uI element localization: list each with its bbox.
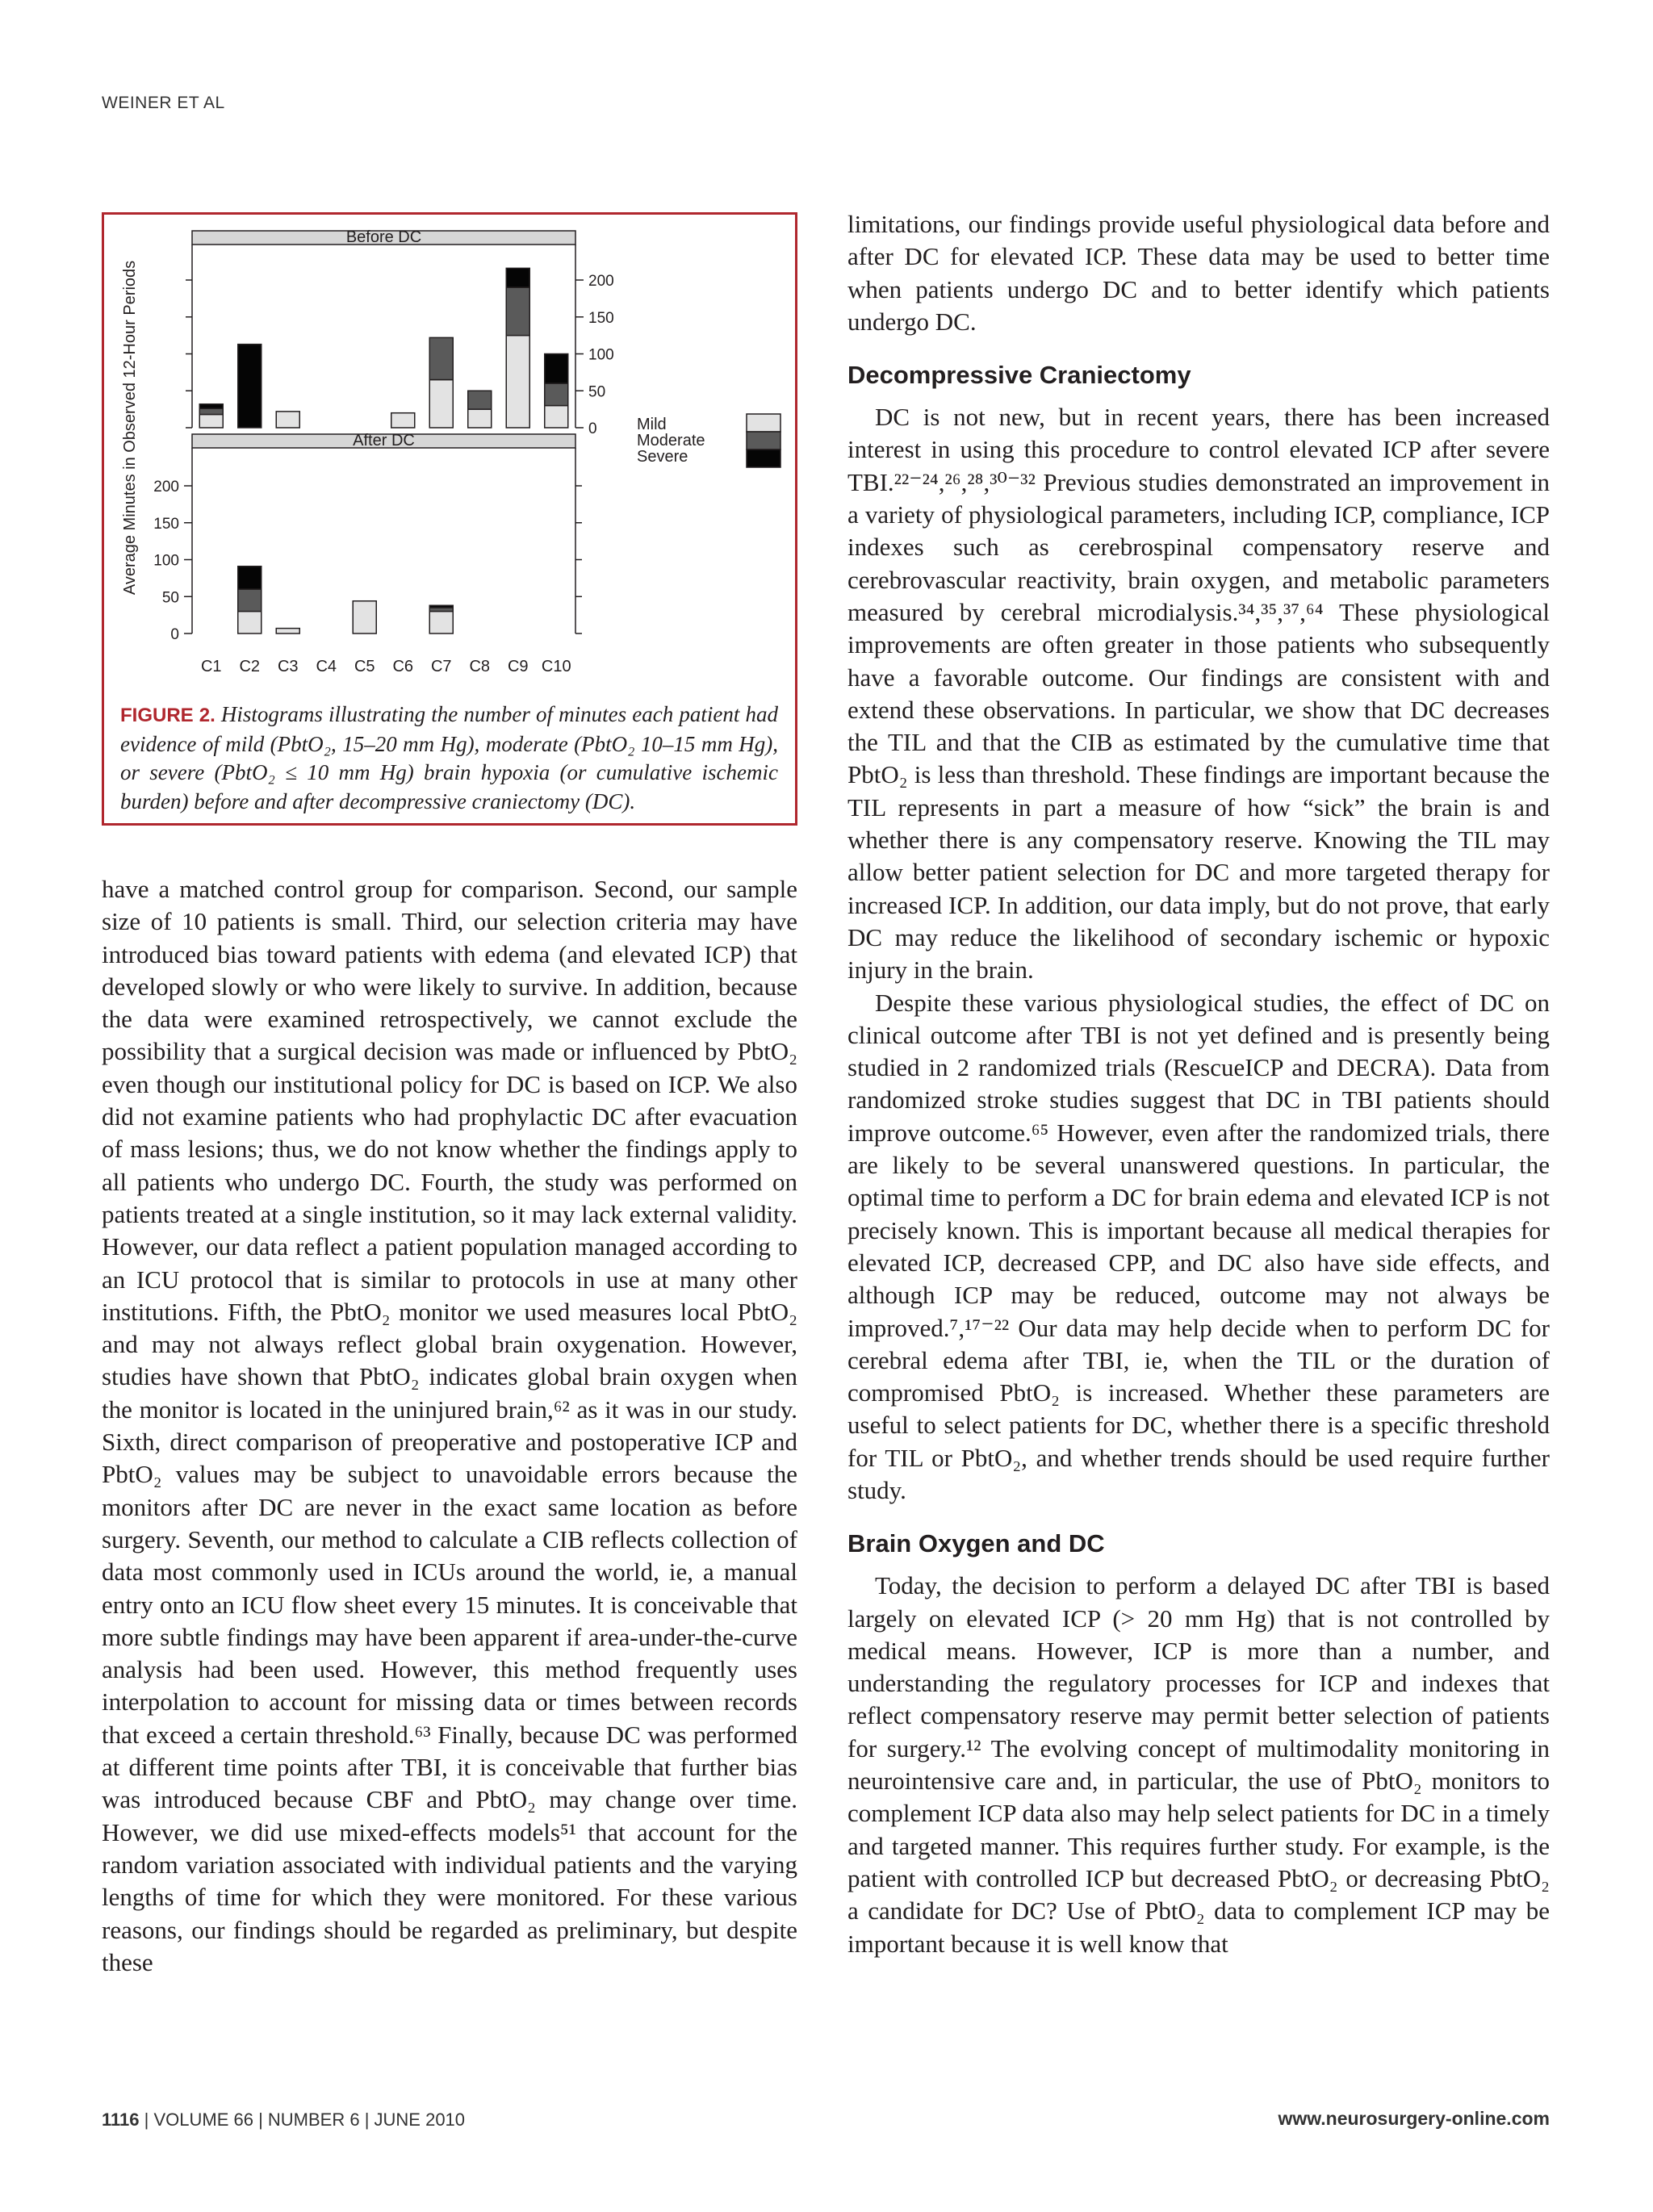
- bar-severe-c7: [429, 605, 453, 608]
- y-tick-label: 50: [161, 589, 179, 607]
- y-tick-label: 200: [588, 273, 614, 290]
- issue-info: | VOLUME 66 | NUMBER 6 | JUNE 2010: [144, 2110, 466, 2130]
- right-column: [847, 208, 1550, 1960]
- y-tick-label: 200: [153, 479, 179, 496]
- bar-mild-c5: [353, 601, 376, 633]
- figure-caption: [120, 700, 778, 816]
- bar-mild-c10: [545, 406, 568, 428]
- section-heading-brain-oxygen: Brain Oxygen and DC: [847, 1529, 1105, 1558]
- running-head: WEINER ET AL: [102, 94, 225, 112]
- body-paragraph: Despite these various physiological studies, the effect of DC on clinical outcome after TBI is not yet defined and is presently being studied in 2 randomized trials (RescueICP and DECRA). Data from randomized stroke studies suggest that DC in TBI patients should improve outcome.⁶⁵ However, even after the randomized trials, there are likely to be several unanswered questions. In particular, the optimal time to perform a DC for brain edema and elevated ICP is not precisely known. This is important because all medical therapies for elevated ICP, decreased CPP, and DC also have side effects, and although ICP may be reduced, outcome may not always be improved.⁷,¹⁷⁻²² Our data may help decide when to perform DC for cerebral edema after TBI, ie, when the TIL or the duration of compromised PbtO₂ is increased. Whether these parameters are useful to select patients for DC, whether there is a specific threshold for TIL or PbtO₂, and whether trends should be used require further study.: [847, 988, 1550, 1504]
- y-axis-label: Average Minutes in Observed 12-Hour Periods: [121, 260, 139, 596]
- bar-moderate-c8: [468, 391, 492, 409]
- x-tick-label: C1: [200, 658, 222, 675]
- x-tick-label: C8: [469, 658, 491, 675]
- x-tick-label: C5: [354, 658, 375, 675]
- bar-severe-c2: [238, 567, 262, 589]
- journal-url: www.neurosurgery-online.com: [1278, 2108, 1550, 2129]
- bar-severe-c2: [238, 345, 262, 428]
- stacked-histogram: [104, 215, 795, 699]
- bar-mild-c2: [238, 612, 262, 633]
- legend-swatch-mild: [747, 414, 780, 432]
- y-tick-label: 150: [588, 309, 614, 327]
- left-column: [102, 873, 797, 1979]
- body-paragraph: Today, the decision to perform a delayed DC after TBI is based largely on elevated ICP (> 20 mm Hg) that is not controlled by medical means. However, ICP is more than a number, and understanding the regulatory processes for ICP and indexes that reflect compensatory reserve may permit better selection of patients for surgery.¹² The evolving concept of multimodality monitoring in neurointensive care and, in particular, the use of PbtO₂ monitors to complement ICP data also may help select patients for DC in a timely and targeted manner. This requires further study. For example, is the patient with controlled ICP but decreased PbtO₂ or decreasing PbtO₂ a candidate for DC? Use of PbtO₂ data to complement ICP may be important because it is well know that: [847, 1571, 1550, 1958]
- x-tick-label: C7: [430, 658, 452, 675]
- y-tick-label: 50: [588, 383, 606, 401]
- legend-label: Moderate: [637, 432, 705, 450]
- bar-severe-c1: [199, 404, 223, 408]
- body-paragraph: DC is not new, but in recent years, there has been increased interest in using this procedure to control elevated ICP after severe TBI.²²⁻²⁴,²⁶,²⁸,³⁰⁻³² Previous studies demonstrated an improvement in a variety of physiological parameters, including ICP, compliance, ICP indexes such as cerebrospinal compensatory reserve and cerebrovascular reactivity, brain oxygen, and metabolic parameters measured by cerebral microdialysis.³⁴,³⁵,³⁷,⁶⁴ These physiological improvements are often greater in those patients who subsequently have a favorable outcome. Our findings are consistent with and extend these observations. In particular, we show that DC decreases the TIL and that the CIB as estimated by the cumulative time that PbtO₂ is less than threshold. These findings are important because the TIL represents in part a measure of how “sick” the brain is and whether there is any compensatory reserve. Knowing the TIL may allow better patient selection for DC and more targeted therapy for increased ICP. In addition, our data imply, but do not prove, that early DC may reduce the likelihood of secondary ischemic or hypoxic injury in the brain.: [847, 403, 1550, 985]
- legend-label: Severe: [637, 448, 688, 466]
- section-heading-decompressive-craniectomy: Decompressive Craniectomy: [847, 361, 1191, 390]
- bar-moderate-c7: [429, 337, 453, 379]
- legend-label: Mild: [637, 416, 667, 433]
- x-tick-label: C9: [507, 658, 529, 675]
- x-tick-label: C3: [277, 658, 299, 675]
- body-paragraph: limitations, our findings provide useful physiological data before and after DC for elevated ICP. These data may be used to better time when patients undergo DC and to better identify which patients undergo DC.: [847, 210, 1550, 336]
- figure-caption-text: Histograms illustrating the number of minutes each patient had evidence of mild (PbtO₂, 15–20 mm Hg), moderate (PbtO₂ 10–15 mm Hg), or severe (PbtO₂ ≤ 10 mm Hg) brain hypoxia (or cumulative ischemic burden) before and after decompressive craniectomy (DC).: [120, 702, 778, 813]
- bar-moderate-c1: [199, 408, 223, 414]
- bar-severe-c10: [545, 354, 568, 384]
- footer-issue: [102, 2110, 465, 2130]
- body-paragraph: have a matched control group for comparison. Second, our sample size of 10 patients is small. Third, our selection criteria may have introduced bias toward patients with edema (and elevated ICP) that developed slowly or who were likely to survive. In addition, because the data were examined retrospectively, we cannot exclude the possibility that a surgical decision was made or influenced by PbtO₂ even though our institutional policy for DC is based on ICP. We also did not examine patients who had prophylactic DC after evacuation of mass lesions; thus, we do not know whether the findings apply to all patients who undergo DC. Fourth, the study was performed on patients treated at a single institution, so it may lack external validity. However, our data reflect a patient population managed according to an ICU protocol that is similar to protocols in use at many other institutions. Fifth, the PbtO₂ monitor we used measures local PbtO₂ and may not always reflect global brain oxygenation. However, studies have shown that PbtO₂ indicates global brain oxygen when the monitor is located in the uninjured brain,⁶² as it was in our study. Sixth, direct comparison of preoperative and postoperative ICP and PbtO₂ values may be subject to unavoidable errors because the monitors after DC are never in the exact same location as before surgery. Seventh, our method to calculate a CIB reflects collection of data most commonly used in ICUs around the world, ie, a manual entry onto an ICU flow sheet every 15 minutes. It is conceivable that more subtle findings may have been apparent if area-under-the-curve analysis had been used. However, this method frequently uses interpolation to account for missing data or times between records that exceed a certain threshold.⁶³ Finally, because DC was performed at different time points after TBI, it is conceivable that further bias was introduced because CBF and PbtO₂ may change over time. However, we did use mixed-effects models⁵¹ that account for the random variation associated with individual patients and the varying lengths of time for which they were monitored. For these various reasons, our findings should be regarded as preliminary, but despite these: [102, 875, 797, 1976]
- bar-mild-c3: [276, 412, 299, 428]
- y-tick-label: 0: [170, 626, 179, 643]
- x-tick-label: C2: [239, 658, 261, 675]
- bar-mild-c9: [506, 336, 529, 428]
- figure-label: FIGURE 2.: [120, 705, 216, 726]
- x-tick-label: C10: [541, 658, 571, 675]
- bar-mild-c1: [199, 415, 223, 428]
- panel-title: After DC: [353, 432, 415, 450]
- bar-moderate-c10: [545, 383, 568, 405]
- bar-mild-c6: [391, 413, 415, 428]
- legend-swatch-moderate: [747, 432, 780, 450]
- figure-2: [102, 212, 797, 826]
- bar-moderate-c2: [238, 589, 262, 611]
- bar-severe-c9: [506, 268, 529, 287]
- bar-mild-c7: [429, 612, 453, 633]
- bar-mild-c8: [468, 409, 492, 428]
- bar-mild-c7: [429, 380, 453, 428]
- page-number: 1116: [102, 2110, 140, 2130]
- legend-swatch-severe: [747, 450, 780, 467]
- y-tick-label: 100: [153, 552, 179, 570]
- y-tick-label: 0: [588, 420, 597, 437]
- x-tick-label: C6: [392, 658, 414, 675]
- y-tick-label: 100: [588, 346, 614, 364]
- bar-moderate-c9: [506, 287, 529, 335]
- y-tick-label: 150: [153, 515, 179, 533]
- bar-mild-c3: [276, 629, 299, 633]
- panel-title: Before DC: [345, 228, 422, 246]
- x-tick-label: C4: [316, 658, 337, 675]
